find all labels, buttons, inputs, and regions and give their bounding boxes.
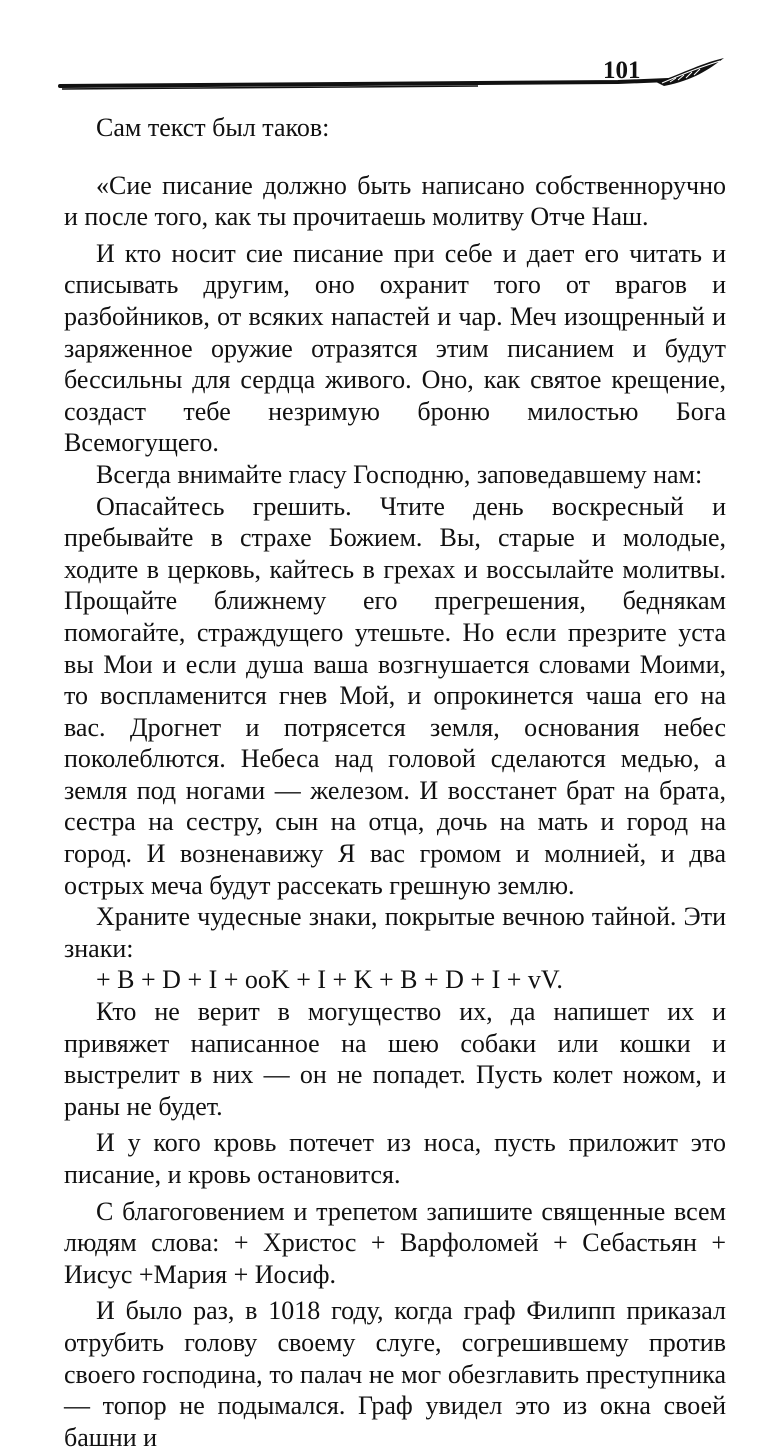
paragraph: «Сие писание должно быть написано собственноручно и после того, как ты прочитаешь молитву Отче Наш. [64, 170, 726, 232]
paragraph: Кто не верит в могущество их, да напишет их и привяжет написанное на шею собаки или кошки и выстрелит в них — он не попадет. Пусть колет ножом, и раны не будет. [64, 997, 726, 1121]
paragraph: Сам текст был таков: [96, 113, 330, 142]
paragraph: И у кого кровь потечет из носа, пусть приложит это писание, и кровь остановится. [64, 1128, 726, 1189]
paragraph: С благоговением и трепетом запишите священные всем людям слова: + Христос + Варфоломей + Себастьян + Иисус +Мария + Иосиф. [64, 1196, 726, 1289]
page-header [58, 52, 728, 102]
mystic-signs-line: + В + D + I + ooK + I + K + B + D + I + vV. [96, 965, 563, 995]
page-number: 101 [603, 57, 641, 84]
paragraph: Всегда внимайте гласу Господню, заповедавшему нам: [96, 459, 703, 489]
paragraph: И кто носит сие писание при себе и дает его читать и списывать другим, оно охранит того от врагов и разбойников, от всяких напастей и чар. Меч изощренный и заряженное оружие отразятся этим писанием и будут бессильны для сердца живого. Оно, как святое крещение, создаст тебе незримую броню милостью Бога Всемогущего. [64, 238, 726, 458]
paragraph: И было раз, в 1018 году, когда граф Филипп приказал отрубить голову своему слуге, согрешившему против своего господина, то палач не мог обезглавить преступника — топор не подымался. Граф увидел это из окна своей башни и [64, 1296, 726, 1452]
paragraph: Опасайтесь грешить. Чтите день воскресный и пребывайте в страхе Божием. Вы, старые и молодые, ходите в церковь, кайтесь в грехах и воссылайте молитвы. Прощайте ближнему его прегрешения, беднякам помогайте, страждущего утешьте. Но если презрите уста вы Мои и если душа ваша возгнушается словами Моими, то воспламенится гнев Мой, и опрокинется чаша его на вас. Дрогнет и потрясется земля, основания небес поколеблются. Небеса над головой сделаются медью, а земля под ногами — железом. И восстанет брат на брата, сестра на сестру, сын на отца, дочь на мать и город на город. И возненавижу Я вас громом и молнией, и два острых меча будут рассекать грешную землю. [64, 491, 726, 900]
paragraph: Храните чудесные знаки, покрытые вечною тайной. Эти знаки: [64, 902, 726, 963]
page-body [64, 112, 726, 1453]
